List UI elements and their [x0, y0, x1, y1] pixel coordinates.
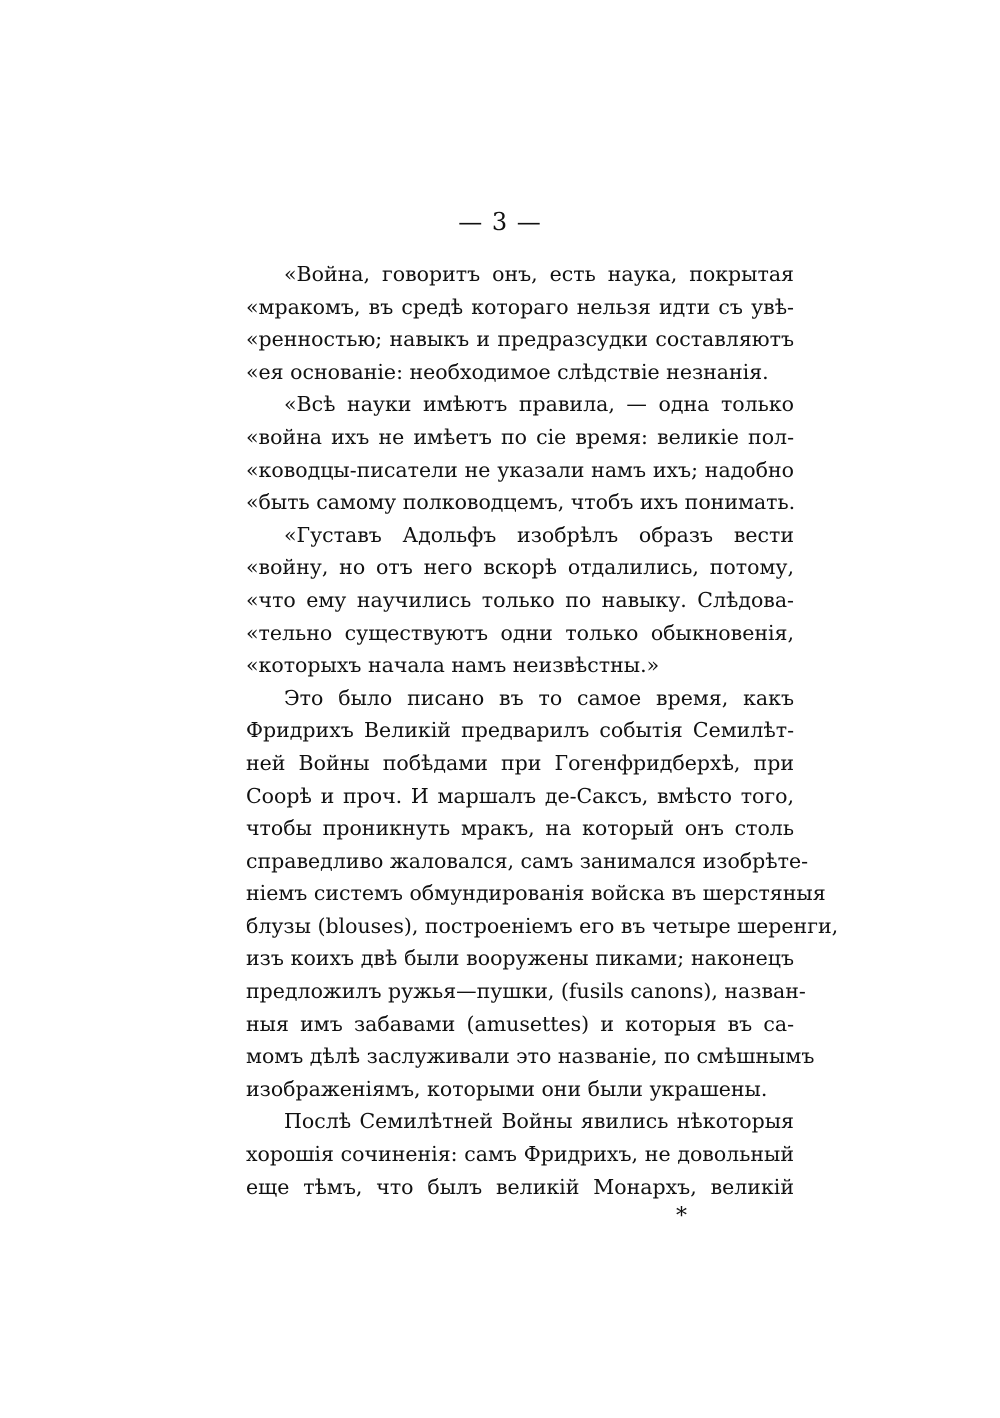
- text-line: Соорѣ и проч. И маршалъ де-Саксъ, вмѣсто того,: [246, 783, 794, 808]
- text-line: «войну, но отъ него вскорѣ отдалились, потому,: [246, 555, 794, 580]
- text-line: Это было писано въ то самое время, какъ: [284, 685, 794, 710]
- text-line: «которыхъ начала намъ неизвѣстны.»: [246, 653, 660, 678]
- text-line: «ководцы-писатели не указали намъ ихъ; надобно: [246, 457, 794, 482]
- text-line: «мракомъ, въ средѣ котораго нельзя идти съ увѣ-: [246, 294, 794, 319]
- text-line: ніемъ системъ обмундированія войска въ шерстяныя: [246, 881, 826, 906]
- body-text: [246, 258, 839, 1203]
- text-line: «что ему научились только по навыку. Слѣдова-: [246, 587, 794, 612]
- text-line: предложилъ ружья—пушки, (fusils canons), назван-: [246, 979, 806, 1004]
- text-line: Послѣ Семилѣтней Войны явились нѣкоторыя: [284, 1109, 794, 1134]
- text-line: «Война, говоритъ онъ, есть наука, покрытая: [284, 262, 794, 286]
- text-line: «ея основаніе: необходимое слѣдствіе незнанія.: [246, 359, 769, 384]
- text-line: «война ихъ не имѣетъ по сіе время: великіе пол-: [246, 424, 794, 449]
- text-line: ныя имъ забавами (amusettes) и которыя въ са-: [246, 1011, 794, 1036]
- text-line: «быть самому полководцемъ, чтобъ ихъ понимать.: [246, 490, 796, 515]
- text-line: «Густавъ Адольфъ изобрѣлъ образъ вести: [284, 522, 794, 547]
- page-number: — 3 —: [458, 208, 542, 236]
- text-line: ней Войны побѣдами при Гогенфридберхѣ, при: [246, 750, 794, 775]
- signature-mark: *: [676, 1204, 687, 1229]
- text-line: момъ дѣлѣ заслуживали это названіе, по смѣшнымъ: [246, 1044, 815, 1069]
- text-line: блузы (blouses), построеніемъ его въ четыре шеренги,: [246, 913, 839, 938]
- text-line: еще тѣмъ, что былъ великій Монархъ, великій: [246, 1174, 794, 1199]
- text-line: «тельно существуютъ одни только обыкновенія,: [246, 620, 794, 645]
- text-line: изображеніямъ, которыми они были украшены.: [246, 1076, 768, 1101]
- text-line: справедливо жаловался, самъ занимался изобрѣте-: [246, 848, 809, 873]
- text-line: изъ коихъ двѣ были вооружены пиками; наконецъ: [246, 946, 794, 971]
- text-line: «ренностью; навыкъ и предразсудки составляютъ: [246, 327, 794, 352]
- text-line: «Всѣ науки имѣютъ правила, — одна только: [284, 392, 794, 417]
- text-line: Фридрихъ Великій предварилъ событія Семилѣт-: [246, 718, 794, 743]
- text-line: хорошія сочиненія: самъ Фридрихъ, не довольный: [246, 1142, 794, 1167]
- text-line: чтобы проникнуть мракъ, на который онъ столь: [246, 816, 794, 841]
